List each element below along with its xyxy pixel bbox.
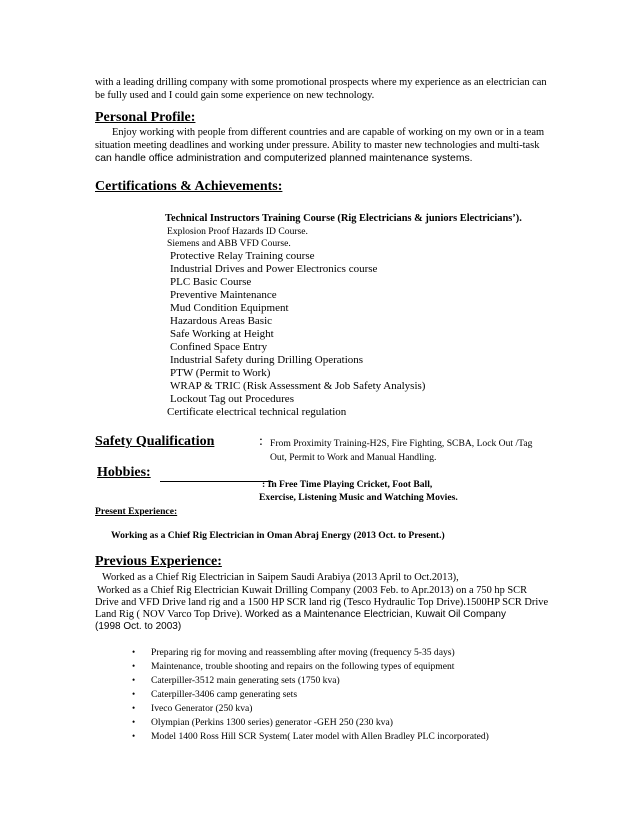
cert-main-course: Technical Instructors Training Course (Rig Electricians & juniors Electricians’). [165, 213, 522, 224]
cert-item: PTW (Permit to Work) [170, 367, 271, 379]
duty-item: Model 1400 Ross Hill SCR System( Later model with Allen Bradley PLC incorporated) [151, 731, 489, 742]
cert-small-item: Explosion Proof Hazards ID Course. [167, 226, 308, 237]
cert-item: Protective Relay Training course [170, 250, 315, 262]
duty-item: Maintenance, trouble shooting and repairs on the following types of equipment [151, 661, 455, 672]
previous-line-3: Drive and VFD Drive land rig and a 1500 HP SCR land rig (Tesco Hydraulic Top Drive).1500HP SCR Drive [95, 597, 549, 608]
bullet-icon: • [132, 647, 136, 657]
previous-line-4b: Worked as a Maintenance Electrician, Kuwait Oil Company [244, 609, 506, 620]
bullet-icon: • [132, 717, 136, 727]
cert-item: Confined Space Entry [170, 341, 268, 353]
cert-item: Hazardous Areas Basic [170, 315, 273, 327]
previous-experience-heading: Previous Experience: [95, 554, 222, 569]
bullet-icon: • [132, 661, 136, 671]
intro-line-1: with a leading drilling company with some promotional prospects where my experience as an electrician can [95, 77, 547, 88]
intro-line-2: be fully used and I could gain some experience on new technology. [95, 90, 375, 101]
bullet-icon: • [132, 689, 136, 699]
bullet-icon: • [132, 675, 136, 685]
previous-line-4 [95, 609, 506, 620]
safety-colon: : [259, 434, 263, 449]
personal-profile-heading: Personal Profile: [95, 110, 196, 125]
hobbies-underline [160, 481, 273, 482]
present-experience-heading: Present Experience: [95, 506, 178, 517]
profile-line-2: situation meeting deadlines and working under pressure. Ability to master new technologies and multi-task [95, 140, 540, 151]
safety-heading: Safety Qualification [95, 434, 215, 449]
safety-line-2: Out, Permit to Work and Manual Handling. [270, 452, 437, 463]
profile-line-3: can handle office administration and computerized planned maintenance systems. [95, 153, 473, 164]
previous-line-4a: Land Rig ( NOV Varco Top Drive). [95, 609, 243, 620]
cert-item: Preventive Maintenance [170, 289, 277, 301]
bullet-icon: • [132, 703, 136, 713]
bullet-icon: • [132, 731, 136, 741]
duty-item: Olympian (Perkins 1300 series) generator -GEH 250 (230 kva) [151, 717, 393, 728]
previous-line-1: Worked as a Chief Rig Electrician in Saipem Saudi Arabiya (2013 April to Oct.2013), [102, 572, 459, 583]
duty-item: Caterpiller-3406 camp generating sets [151, 689, 298, 700]
previous-line-2: Worked as a Chief Rig Electrician Kuwait Drilling Company (2003 Feb. to Apr.2013) on a 750 hp SCR [97, 585, 528, 596]
cert-item: Safe Working at Height [170, 328, 274, 340]
cert-item: Certificate electrical technical regulation [167, 406, 347, 418]
hobbies-line-2: Exercise, Listening Music and Watching Movies. [259, 492, 458, 503]
cert-item: PLC Basic Course [170, 276, 252, 288]
safety-line-1: From Proximity Training-H2S, Fire Fighting, SCBA, Lock Out /Tag [270, 438, 533, 449]
cert-item: Industrial Safety during Drilling Operations [170, 354, 364, 366]
cert-item: Mud Condition Equipment [170, 302, 289, 314]
cert-item: Lockout Tag out Procedures [170, 393, 294, 405]
cert-item: WRAP & TRIC (Risk Assessment & Job Safety Analysis) [170, 380, 426, 392]
present-experience-text: Working as a Chief Rig Electrician in Oman Abraj Energy (2013 Oct. to Present.) [111, 530, 445, 541]
cert-item: Industrial Drives and Power Electronics course [170, 263, 378, 275]
duty-item: Iveco Generator (250 kva) [151, 703, 253, 714]
duty-item: Preparing rig for moving and reassembling after moving (frequency 5-35 days) [151, 647, 455, 658]
hobbies-heading: Hobbies: [97, 465, 151, 480]
certifications-heading: Certifications & Achievements: [95, 179, 283, 194]
duty-item: Caterpiller-3512 main generating sets (1750 kva) [151, 675, 340, 686]
hobbies-line-1: : In Free Time Playing Cricket, Foot Ball, [262, 479, 433, 490]
previous-line-5: (1998 Oct. to 2003) [95, 621, 182, 632]
profile-line-1: Enjoy working with people from different countries and are capable of working on my own or in a team [112, 127, 545, 138]
cert-small-item: Siemens and ABB VFD Course. [167, 238, 291, 249]
